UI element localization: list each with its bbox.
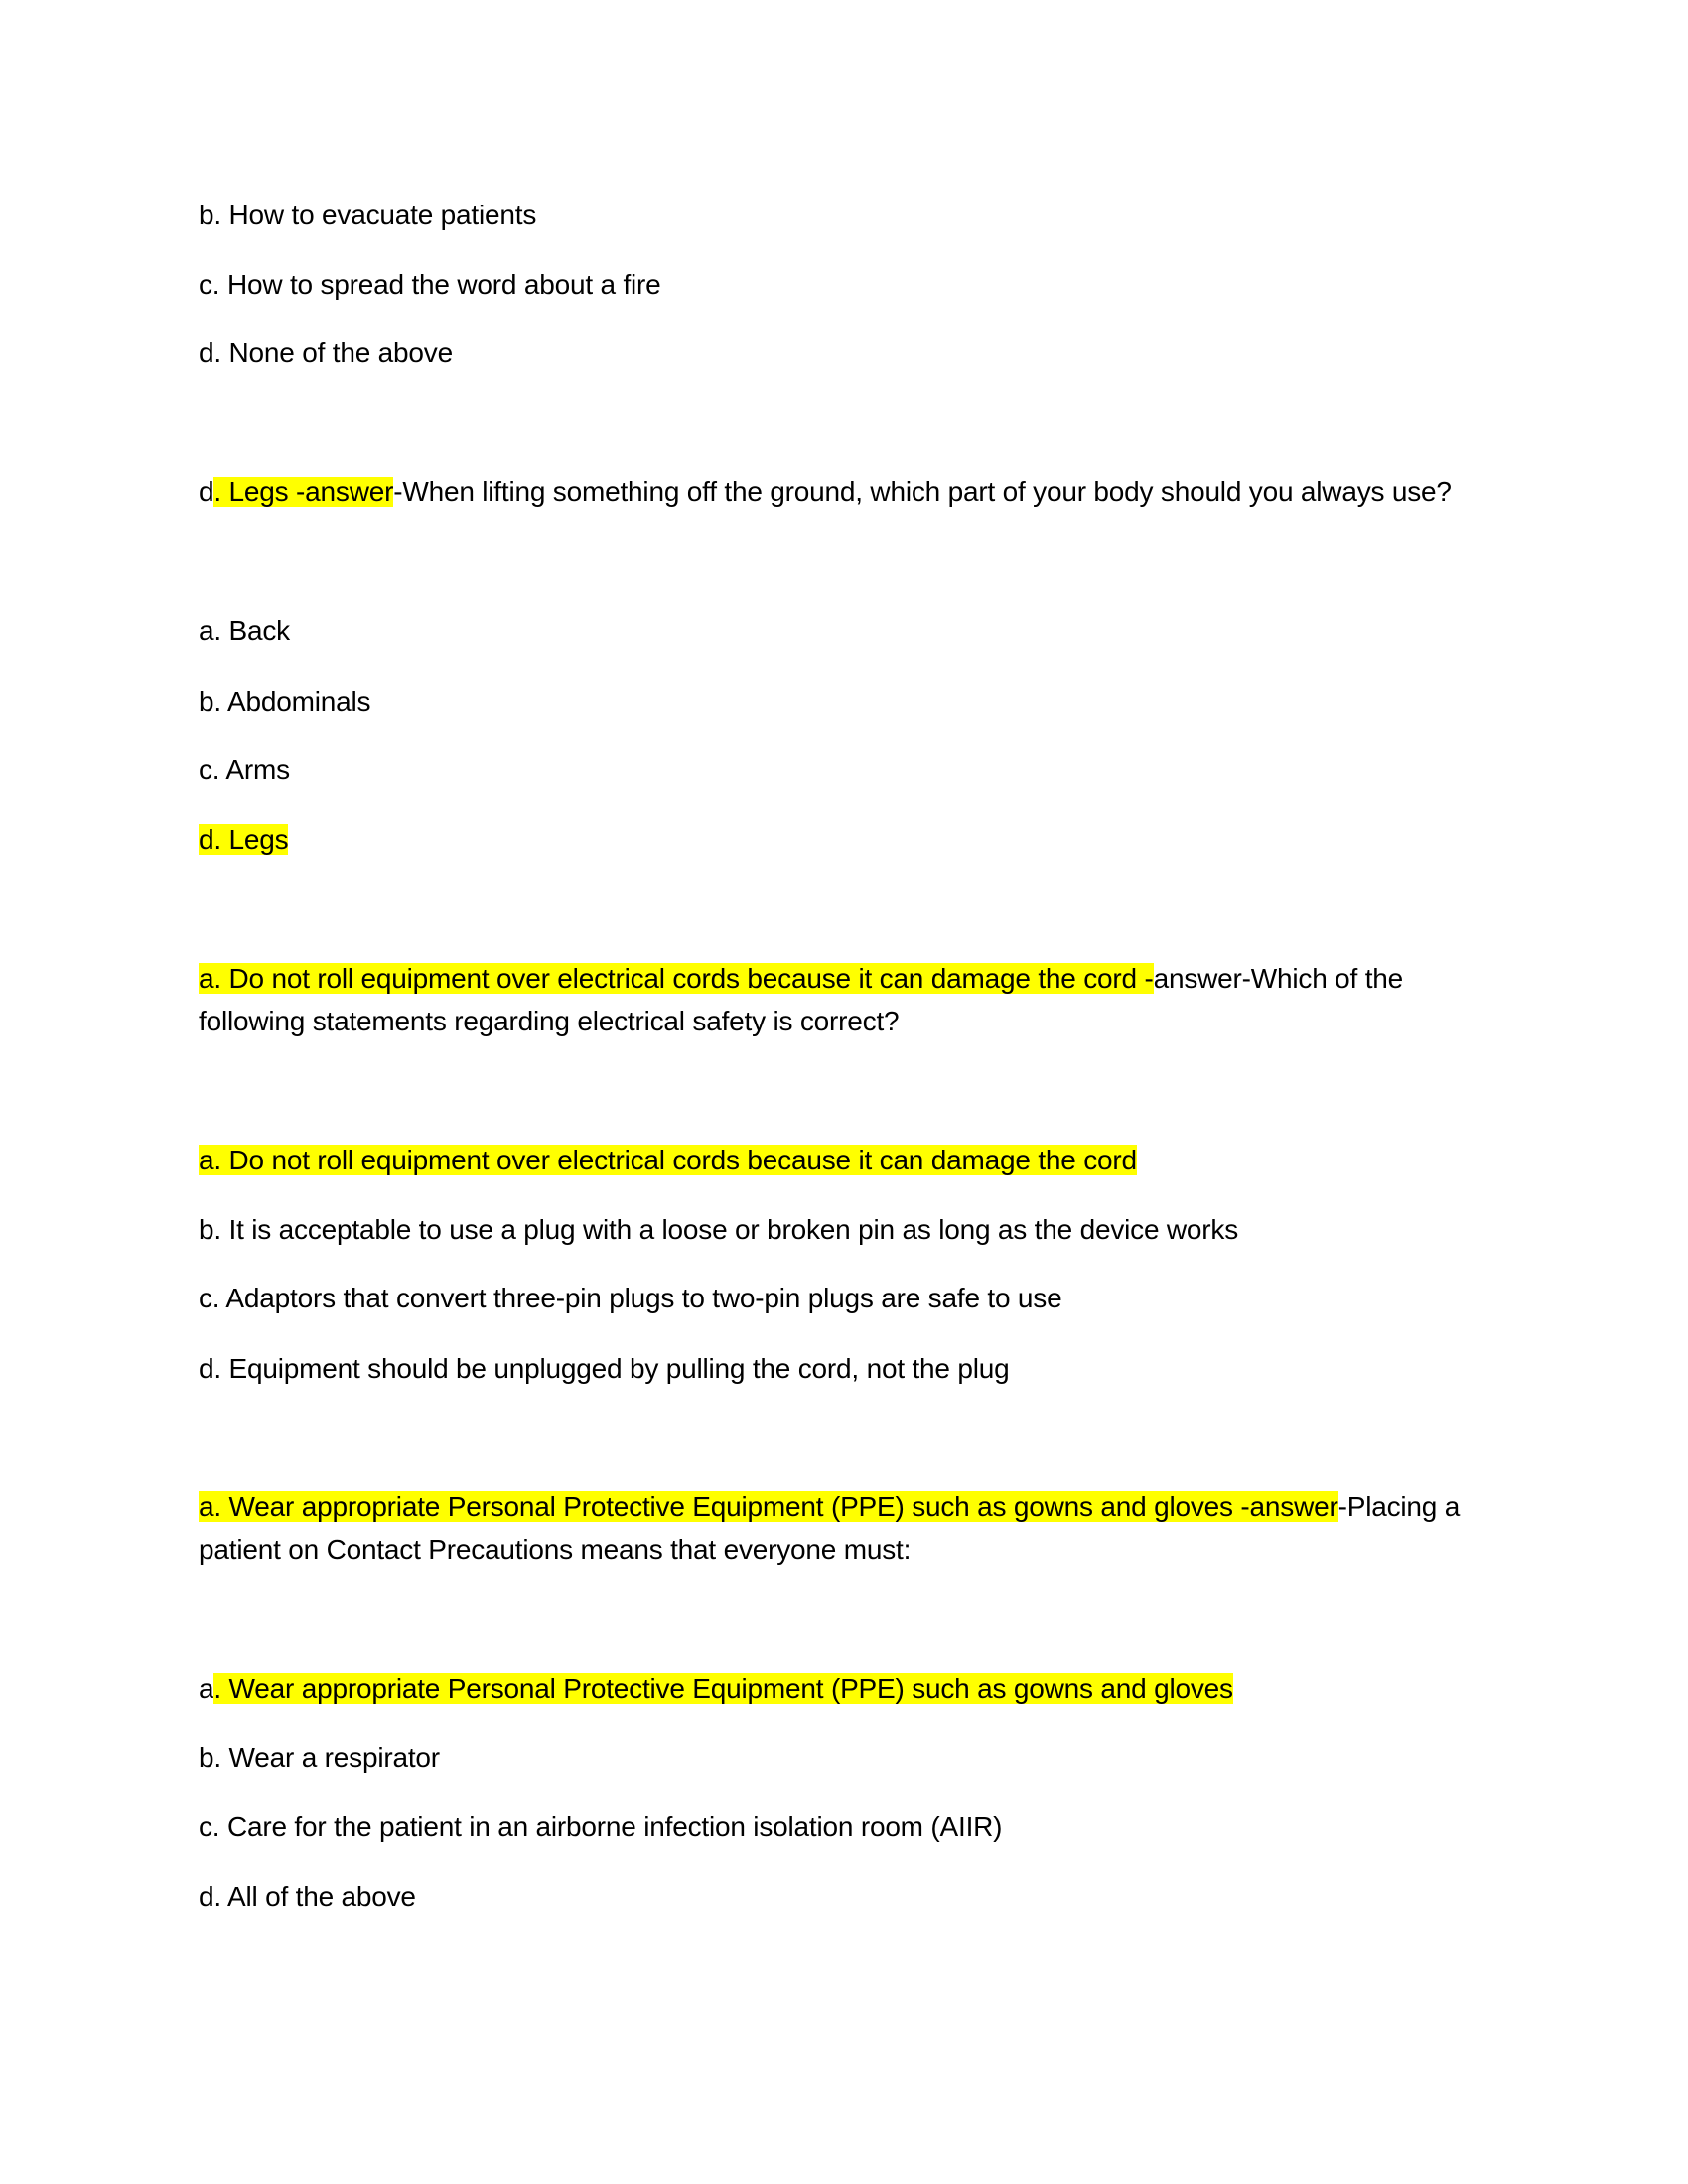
q3-option-d: d. All of the above (199, 1881, 416, 1912)
q2-option-b: b. It is acceptable to use a plug with a loose or broken pin as long as the device works (199, 1214, 1239, 1245)
q2-option-d: d. Equipment should be unplugged by pulling the cord, not the plug (199, 1353, 1010, 1384)
q2-question-text: answer-Which of the (1153, 963, 1404, 994)
q1-option-a: a. Back (199, 615, 290, 646)
q1-prefix: d (199, 477, 214, 507)
q1-option-d-highlight: d. Legs (199, 824, 289, 855)
question-2-line-2: following statements regarding electrical safety is correct? (199, 1006, 900, 1036)
option-c-spread-word: c. How to spread the word about a fire (199, 269, 661, 300)
q3-option-a-highlight: . Wear appropriate Personal Protective Equipment (PPE) such as gowns and gloves (213, 1673, 1233, 1704)
option-d-none: d. None of the above (199, 338, 453, 368)
question-2-line-1 (199, 960, 1403, 998)
q2-option-a (199, 1142, 1137, 1179)
q1-option-b: b. Abdominals (199, 686, 371, 717)
q3-answer-highlight: a. Wear appropriate Personal Protective Equipment (PPE) such as gowns and gloves -answer (199, 1491, 1338, 1522)
q1-option-c: c. Arms (199, 754, 290, 785)
question-1 (199, 474, 1452, 511)
q2-option-c: c. Adaptors that convert three-pin plugs to two-pin plugs are safe to use (199, 1283, 1062, 1313)
q2-option-a-highlight: a. Do not roll equipment over electrical cords because it can damage the cord (199, 1145, 1137, 1175)
q3-question-text: -Placing a (1337, 1491, 1461, 1522)
option-b-evacuate: b. How to evacuate patients (199, 200, 537, 230)
q3-option-b: b. Wear a respirator (199, 1742, 440, 1773)
question-3-line-1 (199, 1488, 1460, 1526)
q3-option-a-prefix: a (199, 1673, 214, 1704)
q3-option-a (199, 1670, 1233, 1707)
q1-option-d (199, 821, 288, 859)
q1-answer-highlight: . Legs -answer (213, 477, 394, 507)
q3-option-c: c. Care for the patient in an airborne infection isolation room (AIIR) (199, 1811, 1003, 1842)
q2-answer-highlight: a. Do not roll equipment over electrical cords because it can damage the cord - (199, 963, 1154, 994)
q1-question-text: -When lifting something off the ground, which part of your body should you always use? (393, 477, 1452, 507)
question-3-line-2: patient on Contact Precautions means that everyone must: (199, 1534, 912, 1565)
